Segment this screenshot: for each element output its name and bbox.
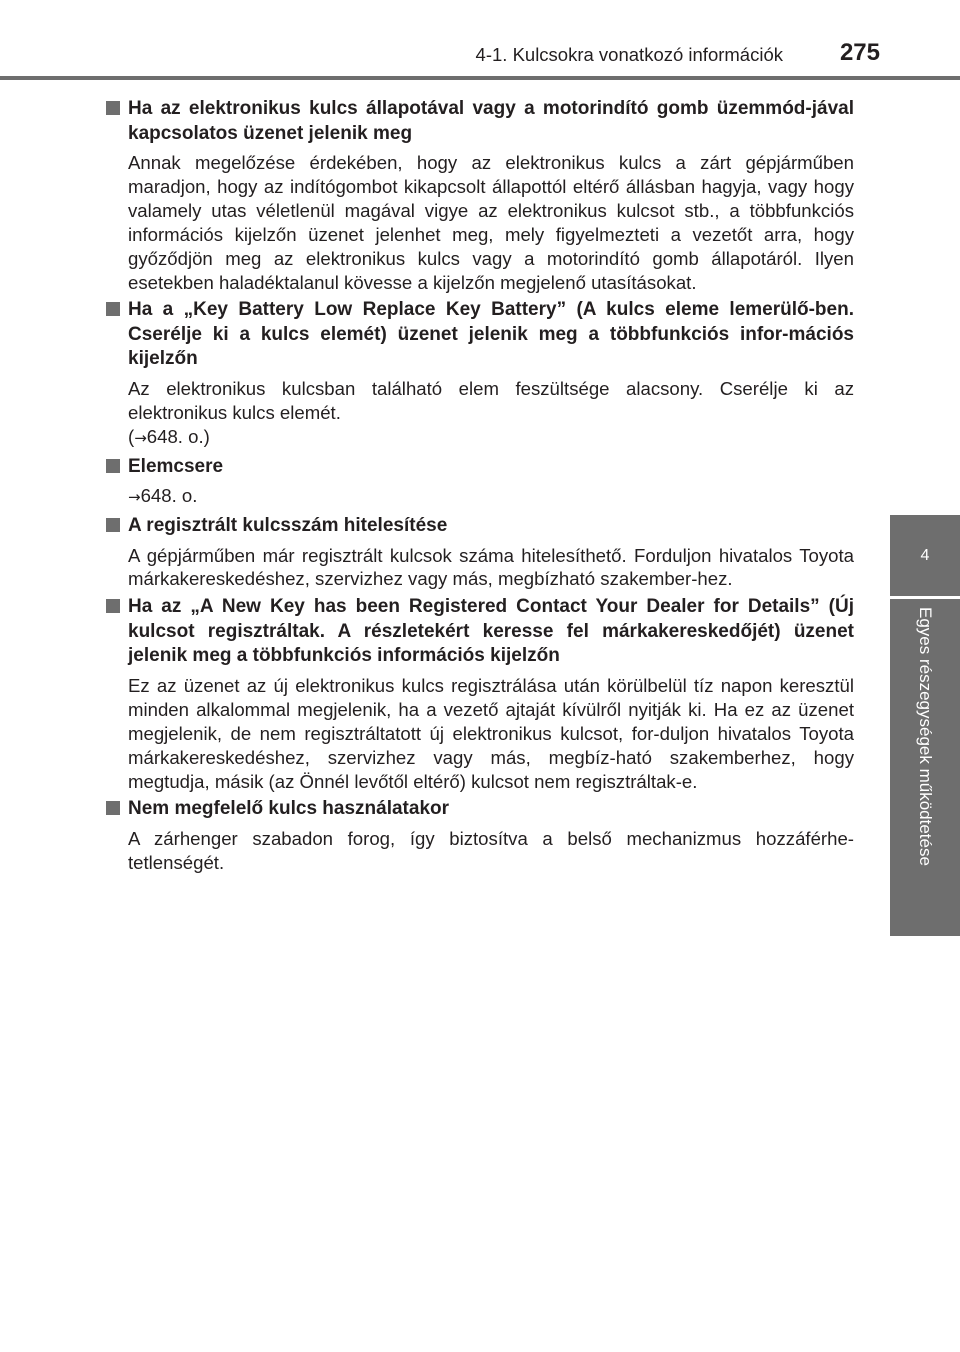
page-reference[interactable] — [128, 484, 854, 510]
section-heading — [106, 97, 854, 146]
section-heading-text: Ha az „A New Key has been Registered Contact Your Dealer for Details” (Új kulcsot regisztráltak. A részletekért keresse fel márkakereskedőjét) üzenet jelenik meg a többfunkciós információs kijelzőn — [128, 596, 854, 667]
ref-text: 648. o. — [140, 485, 198, 507]
section-heading-text: A regisztrált kulcsszám hitelesítése — [128, 515, 448, 537]
square-bullet-icon — [106, 801, 120, 815]
section-body — [106, 674, 854, 794]
section-heading-text: Ha a „Key Battery Low Replace Key Battery” (A kulcs eleme lemerülő-ben. Cserélje ki a kulcs elemét) üzenet jelenik meg a többfunkciós infor-mációs kijelzőn — [128, 299, 854, 370]
section-heading — [106, 514, 854, 539]
page-reference[interactable] — [128, 425, 854, 451]
square-bullet-icon — [106, 459, 120, 473]
header-divider — [0, 76, 960, 80]
section-heading — [106, 298, 854, 372]
section-heading — [106, 455, 854, 480]
chapter-number: 4 — [920, 546, 930, 564]
section-heading — [106, 595, 854, 669]
square-bullet-icon — [106, 518, 120, 532]
section-body-text: Az elektronikus kulcsban található elem feszültsége alacsony. Cserélje ki az elektronikus kulcs elemét. — [128, 377, 854, 423]
section-body-text: A gépjárműben már regisztrált kulcsok száma hitelesíthető. Forduljon hivatalos Toyota márkakereskedéshez, szervizhez vagy más, megbízható szakember-hez. — [128, 544, 854, 590]
section-heading-text: Nem megfelelő kulcs használatakor — [128, 798, 450, 820]
right-arrow-icon: → — [134, 428, 147, 447]
section-body-text: Ez az üzenet az új elektronikus kulcs regisztrálása után körülbelül tíz napon keresztül minden alkalommal megjelenik, ha a vezető ajtaját kívülről nyitják ki. Ha ez az üzenet megjelenik, de nem regisztráltatott új elektronikus kulcsot, for-duljon hivatalos Toyota márkakereskedéshez, szervizhez vagy más, megbíz-ható szakemberhez, hogy megtudja, másik (az Önnél levőtől eltérő) kulcsot nem regisztráltak-e. — [128, 674, 854, 792]
section-title: 4-1. Kulcsokra vonatkozó információk — [475, 44, 783, 65]
square-bullet-icon — [106, 101, 120, 115]
section-key-battery-low — [106, 298, 854, 450]
square-bullet-icon — [106, 599, 120, 613]
section-heading-text: Ha az elektronikus kulcs állapotával vagy a motorindító gomb üzemmód-jával kapcsolatos üzenet jelenik meg — [128, 98, 854, 144]
section-heading — [106, 797, 854, 822]
section-heading-text: Elemcsere — [128, 455, 224, 477]
section-body — [106, 377, 854, 451]
section-body — [106, 827, 854, 875]
section-body-text: Annak megelőzése érdekében, hogy az elektronikus kulcs a zárt gépjárműben maradjon, hogy az indítógombot kikapcsolt állapottól eltérő állásban hagyja, vagy hogy valamely utas véletlenül magával vigye az elektronikus kulcsot stb., a többfunkciós információs kijelzőn üzenet jelenhet meg, mely figyelmezteti a vezetőt arra, hogy győződjön meg az elektronikus kulcs vagy a motorindító gomb állapotáról. Ilyen esetekben haladéktalanul kövesse a kijelzőn megjelenő utasításokat. — [128, 152, 854, 293]
square-bullet-icon — [106, 302, 120, 316]
page-number: 275 — [839, 39, 880, 66]
section-body-text: A zárhenger szabadon forog, így biztosítva a belső mechanizmus hozzáférhe-tetlenségét. — [128, 827, 854, 873]
section-message-key-status — [106, 97, 854, 294]
chapter-title-tab — [890, 599, 960, 936]
section-battery-replacement — [106, 455, 854, 510]
section-body — [106, 484, 854, 510]
chapter-number-tab — [890, 515, 960, 596]
section-body — [106, 151, 854, 294]
ref-open-paren: ( — [128, 425, 135, 447]
section-key-number-verification — [106, 514, 854, 591]
section-body — [106, 544, 854, 592]
chapter-title: Egyes részegységek működtetése — [916, 607, 935, 866]
section-new-key-registered — [106, 595, 854, 793]
page-content — [106, 97, 854, 879]
right-arrow-icon: → — [128, 488, 141, 507]
section-wrong-key — [106, 797, 854, 874]
ref-text: 648. o.) — [146, 425, 210, 447]
